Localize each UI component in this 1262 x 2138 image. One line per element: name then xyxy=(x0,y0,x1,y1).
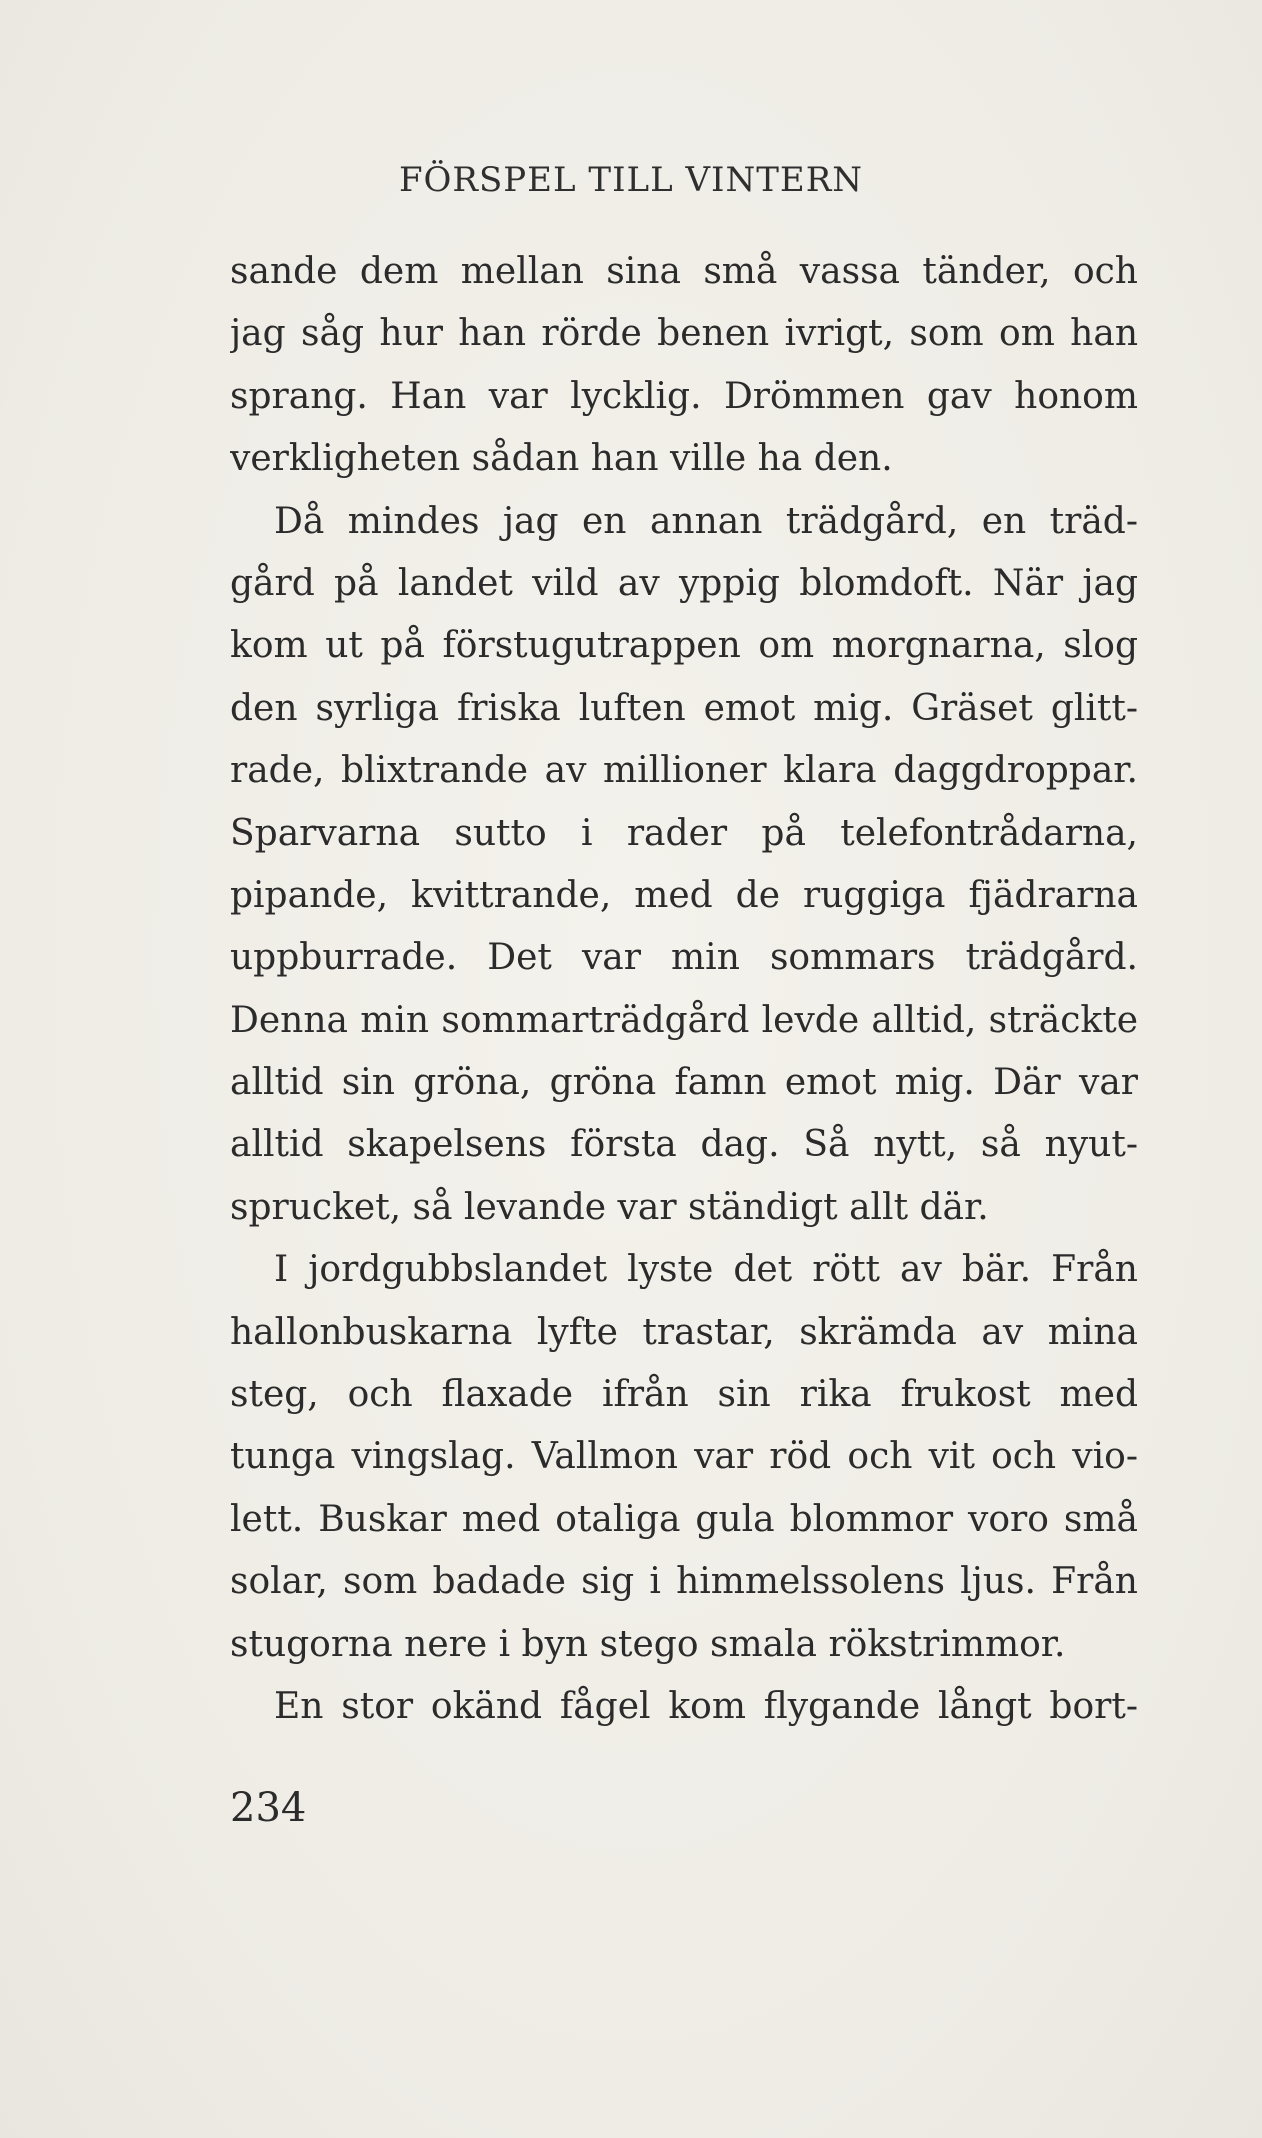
text-line: uppburrade. Det var min sommars trädgård. xyxy=(230,937,1138,979)
page-number: 234 xyxy=(230,1785,307,1831)
text-line: lett. Buskar med otaliga gula blommor voro små xyxy=(230,1498,1138,1540)
text-line: pipande, kvittrande, med de ruggiga fjädrarna xyxy=(230,874,1138,916)
text-line: gård på landet vild av yppig blomdoft. När jag xyxy=(230,562,1138,604)
text-line: alltid skapelsens första dag. Så nytt, så nyut- xyxy=(230,1124,1138,1166)
text-line: tunga vingslag. Vallmon var röd och vit och vio- xyxy=(230,1436,1138,1478)
text-line: verkligheten sådan han ville ha den. xyxy=(230,438,893,480)
text-line: I jordgubbslandet lyste det rött av bär. Från xyxy=(274,1249,1138,1291)
text-line: alltid sin gröna, gröna famn emot mig. Där var xyxy=(230,1062,1138,1104)
text-line: sprang. Han var lycklig. Drömmen gav honom xyxy=(230,375,1138,417)
text-line: solar, som badade sig i himmelssolens ljus. Från xyxy=(230,1561,1138,1603)
text-line: stugorna nere i byn stego smala rökstrimmor. xyxy=(230,1623,1066,1665)
running-head: FÖRSPEL TILL VINTERN xyxy=(398,160,864,200)
text-line: hallonbuskarna lyfte trastar, skrämda av mina xyxy=(230,1311,1138,1353)
text-line: Sparvarna sutto i rader på telefontrådarna, xyxy=(230,812,1138,854)
text-line: den syrliga friska luften emot mig. Gräset glitt- xyxy=(230,687,1138,729)
text-line: Då mindes jag en annan trädgård, en träd- xyxy=(274,500,1138,542)
text-line: jag såg hur han rörde benen ivrigt, som om han xyxy=(230,313,1138,355)
text-line: sprucket, så levande var ständigt allt där. xyxy=(230,1186,989,1228)
text-line: steg, och flaxade ifrån sin rika frukost med xyxy=(230,1374,1138,1416)
text-line: Denna min sommarträdgård levde alltid, sträckte xyxy=(230,999,1138,1041)
body-text xyxy=(230,241,1138,1738)
text-line: rade, blixtrande av millioner klara daggdroppar. xyxy=(230,750,1138,792)
text-line: sande dem mellan sina små vassa tänder, och xyxy=(230,251,1138,292)
text-line: kom ut på förstugutrappen om morgnarna, slog xyxy=(230,625,1138,667)
text-line: En stor okänd fågel kom flygande långt bort- xyxy=(274,1685,1138,1727)
